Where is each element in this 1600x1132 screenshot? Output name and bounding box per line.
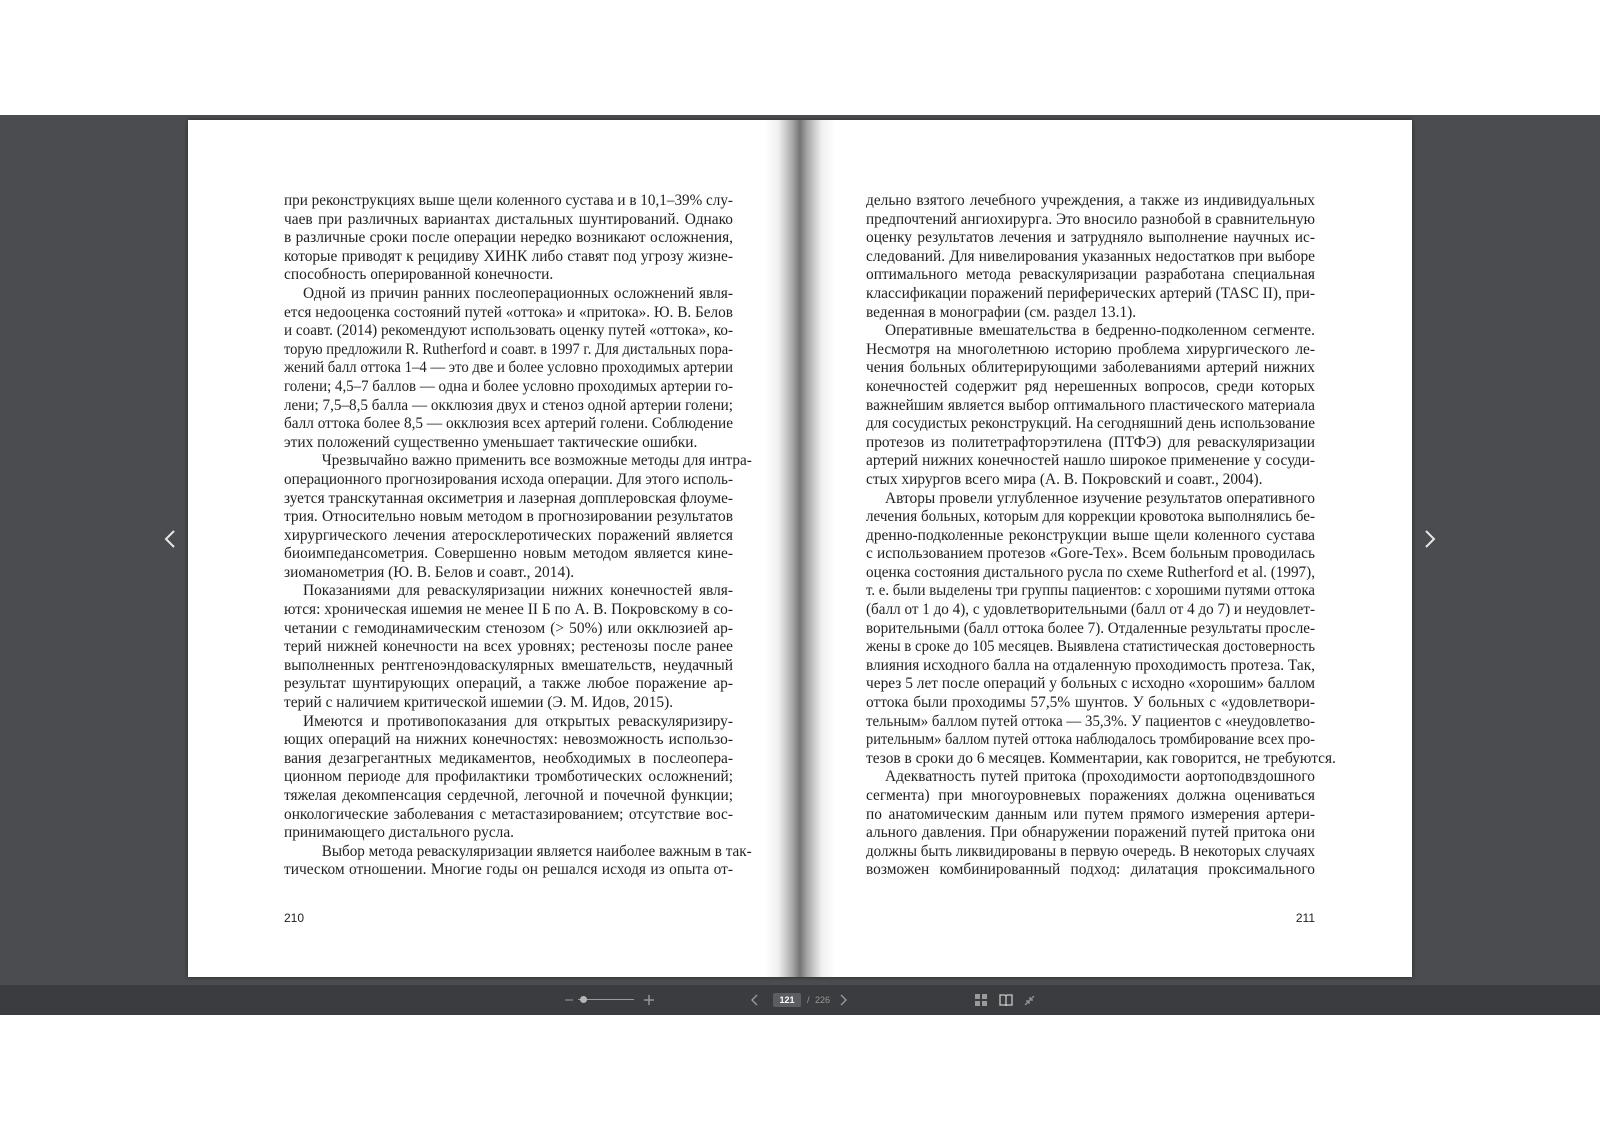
text-line: зиоманометрия (Ю. В. Белов и соавт., 2014). bbox=[284, 563, 575, 581]
text-line: следований. Для нивелирования указанных недостатков при выборе bbox=[866, 247, 1315, 265]
text-line: лечения больных, которым для коррекции кровотока выполнялись бе- bbox=[866, 508, 1315, 526]
left-page-text bbox=[284, 192, 752, 880]
text-line: и соавт. (2014) рекомендуют использовать оценку путей «оттока», ко- bbox=[284, 322, 733, 340]
text-line: стых хирургов всего мира (А. В. Покровский и соавт., 2004). bbox=[866, 470, 1263, 488]
text-line: (балл от 1 до 4), с удовлетворительными (балл от 4 до 7) и неудовлет- bbox=[866, 601, 1315, 619]
previous-spread-arrow-icon[interactable] bbox=[160, 523, 180, 555]
text-line: ционном периоде для профилактики тромботических осложнений; bbox=[284, 768, 733, 786]
text-line: вания дезагрегантных медикаментов, необходимых в послеопера- bbox=[284, 749, 733, 767]
text-line: Авторы провели углубленное изучение результатов оперативного bbox=[885, 489, 1315, 507]
right-page-number: 211 bbox=[1295, 911, 1315, 925]
right-page-text bbox=[866, 192, 1336, 880]
text-line: при реконструкциях выше щели коленного сустава и в 10,1–39% слу- bbox=[284, 192, 733, 209]
text-line: лени; 7,5–8,5 балла — окклюзия двух и стеноз одной артерии голени; bbox=[284, 396, 733, 414]
zoom-out-minus-icon[interactable] bbox=[565, 985, 573, 1015]
text-line: результат шунтирующих операций, а также любое поражение ар- bbox=[284, 675, 733, 693]
text-line: оттока были проходимы 57,5% шунтов. У больных с «удовлетвори- bbox=[866, 694, 1315, 712]
text-line: этих положений существенно уменьшает тактические ошибки. bbox=[284, 433, 698, 451]
text-line: тическом отношении. Многие годы он решался исходя из опыта от- bbox=[284, 861, 733, 879]
zoom-slider-handle[interactable] bbox=[580, 996, 587, 1003]
text-line: по анатомическим данным или путем прямого измерения артери- bbox=[866, 805, 1315, 823]
text-line: принимающего дистального русла. bbox=[284, 824, 515, 842]
book-view-icon[interactable] bbox=[999, 985, 1013, 1015]
book-spread bbox=[188, 120, 1412, 977]
zoom-in-plus-icon[interactable] bbox=[644, 985, 654, 1015]
text-line: т. е. были выделены три группы пациентов: с хорошими путями оттока bbox=[866, 582, 1315, 600]
book-gutter bbox=[764, 120, 836, 977]
text-line: зуется транскутанная оксиметрия и лазерная допплеровская флоуме- bbox=[284, 489, 733, 507]
text-line: конечностей содержит ряд нерешенных вопросов, среди которых bbox=[866, 377, 1315, 395]
text-line: ются: хроническая ишемия не менее II Б по А. В. Покровскому в со- bbox=[284, 601, 733, 619]
text-line: чаев при различных вариантах дистальных шунтирований. Однако bbox=[284, 210, 733, 228]
total-pages: 226 bbox=[815, 995, 831, 1005]
current-page-input[interactable]: 121 bbox=[773, 993, 801, 1007]
text-line: жены в сроке до 105 месяцев. Выявлена статистическая достоверность bbox=[866, 638, 1315, 656]
text-line: в различные сроки после операции нередко возникают осложнения, bbox=[284, 229, 733, 247]
text-line: операционного прогнозирования исхода операции. Для этого исполь- bbox=[284, 470, 733, 488]
text-line: выполненных рентгеноэндоваскулярных вмешательств, неудачный bbox=[284, 656, 733, 674]
text-line: веденная в монографии (см. раздел 13.1). bbox=[866, 303, 1137, 321]
grid-view-icon[interactable] bbox=[975, 985, 987, 1015]
text-line: ется недооценка состояний путей «оттока» и «притока». Ю. В. Белов bbox=[284, 303, 733, 321]
document-viewer bbox=[0, 115, 1600, 1015]
text-line: балл оттока более 8,5 — окклюзия всех артерий голени. Соблюдение bbox=[284, 415, 733, 433]
text-line: четании с гемодинамическим стенозом (> 50%) или окклюзией ар- bbox=[284, 619, 733, 637]
text-line: Показаниями для реваскуляризации нижних конечностей явля- bbox=[303, 582, 733, 600]
text-line: предпочтений ангиохирурга. Это вносило разнобой в сравнительную bbox=[866, 210, 1315, 228]
page-separator: / bbox=[807, 995, 810, 1005]
text-line: Адекватность путей притока (проходимости аортоподвздошного bbox=[885, 768, 1315, 786]
text-line: жений балл оттока 1–4 — это две и более условно проходимых артерии bbox=[284, 359, 733, 377]
next-spread-arrow-icon[interactable] bbox=[1420, 523, 1440, 555]
text-line: тяжелая декомпенсация сердечной, легочной и почечной функции; bbox=[284, 787, 733, 804]
text-line: должны быть ликвидированы в первую очередь. В некоторых случаях bbox=[866, 842, 1315, 860]
text-line: классификации поражений периферических артерий (TASC II), при- bbox=[866, 284, 1315, 302]
text-line: Оперативные вмешательства в бедренно-подколенном сегменте. bbox=[885, 322, 1315, 340]
text-line: протезов из политетрафторэтилена (ПТФЭ) для реваскуляризации bbox=[866, 433, 1315, 451]
text-line: для сосудистых реконструкций. На сегодняшний день использование bbox=[866, 415, 1315, 433]
text-line: Имеются и противопоказания для открытых реваскуляризиру- bbox=[303, 712, 733, 730]
text-line: оптимального метода реваскуляризации разработана специальная bbox=[866, 266, 1315, 284]
text-line: торую предложили R. Rutherford и соавт. в 1997 г. Для дистальных пора- bbox=[284, 340, 733, 358]
text-line: ворительными (балл оттока более 7). Отдаленные результаты просле- bbox=[866, 619, 1315, 637]
previous-page-chevron-icon[interactable] bbox=[751, 985, 759, 1015]
text-line: которые приводят к рецидиву ХИНК либо ставят под угрозу жизне- bbox=[284, 247, 733, 265]
text-line: тезов в сроки до 6 месяцев. Комментарии, как говорится, не требуются. bbox=[866, 749, 1336, 767]
text-line: хирургического лечения атеросклеротических поражений является bbox=[284, 526, 733, 544]
text-line: Чрезвычайно важно применить все возможные методы для интра- bbox=[321, 452, 752, 470]
text-line: через 5 лет после операций у больных с исходно «хорошим» баллом bbox=[866, 675, 1315, 693]
exit-fullscreen-icon[interactable] bbox=[1024, 985, 1035, 1015]
text-line: Несмотря на многолетнюю историю проблема хирургического ле- bbox=[866, 340, 1315, 358]
text-line: терий нижней конечности на всех уровнях; рестенозы после ранее bbox=[284, 638, 733, 656]
text-line: важнейшим является выбор оптимального пластического материала bbox=[866, 396, 1315, 414]
text-line: тельным» баллом путей оттока — 35,3%. У пациентов с «неудовлетво- bbox=[866, 712, 1315, 730]
text-line: биоимпедансометрия. Совершенно новым методом является кине- bbox=[284, 545, 733, 563]
left-page-number: 210 bbox=[284, 911, 305, 925]
text-line: онкологические заболевания с метастазированием; отсутствие вос- bbox=[284, 805, 733, 823]
text-line: влияния исходного балла на отдаленную проходимость протеза. Так, bbox=[866, 656, 1315, 674]
text-line: сегмента) при многоуровневых поражениях должна оцениваться bbox=[866, 787, 1315, 804]
text-line: ального давления. При обнаружении поражений путей притока они bbox=[866, 824, 1315, 842]
text-line: терий с наличием критической ишемии (Э. М. Идов, 2015). bbox=[284, 694, 674, 712]
text-line: способность оперированной конечности. bbox=[284, 266, 554, 284]
text-line: чения больных облитерирующими заболеваниями артерий нижних bbox=[866, 359, 1315, 377]
text-line: дельно взятого лечебного учреждения, а также из индивидуальных bbox=[866, 192, 1315, 209]
text-line: ющих операций на нижних конечностях: невозможность использо- bbox=[284, 731, 733, 749]
text-line: дренно-подколенные реконструкции выше щели коленного сустава bbox=[866, 526, 1315, 544]
text-line: оценка состояния дистального русла по схеме Rutherford et al. (1997), bbox=[866, 563, 1315, 581]
text-line: артерий нижних конечностей нашло широкое применение у сосуди- bbox=[866, 452, 1315, 470]
text-line: Одной из причин ранних послеоперационных осложнений явля- bbox=[303, 284, 733, 302]
text-line: возможен комбинированный подход: дилатация проксимального bbox=[866, 861, 1315, 879]
bottom-toolbar bbox=[0, 985, 1600, 1015]
next-page-chevron-icon[interactable] bbox=[839, 985, 847, 1015]
text-line: Выбор метода реваскуляризации является наиболее важным в так- bbox=[321, 842, 752, 860]
text-line: оценку результатов лечения и затрудняло выполнение научных ис- bbox=[866, 229, 1315, 247]
text-line: голени; 4,5–7 баллов — одна и более условно проходимых артерии го- bbox=[284, 377, 733, 395]
text-line: с использованием протезов «Gore-Tex». Всем больным проводилась bbox=[866, 545, 1315, 563]
text-line: рительным» баллом путей оттока наблюдалось тромбирование всех про- bbox=[866, 731, 1315, 749]
text-line: трия. Относительно новым методом в прогнозировании результатов bbox=[284, 508, 733, 526]
